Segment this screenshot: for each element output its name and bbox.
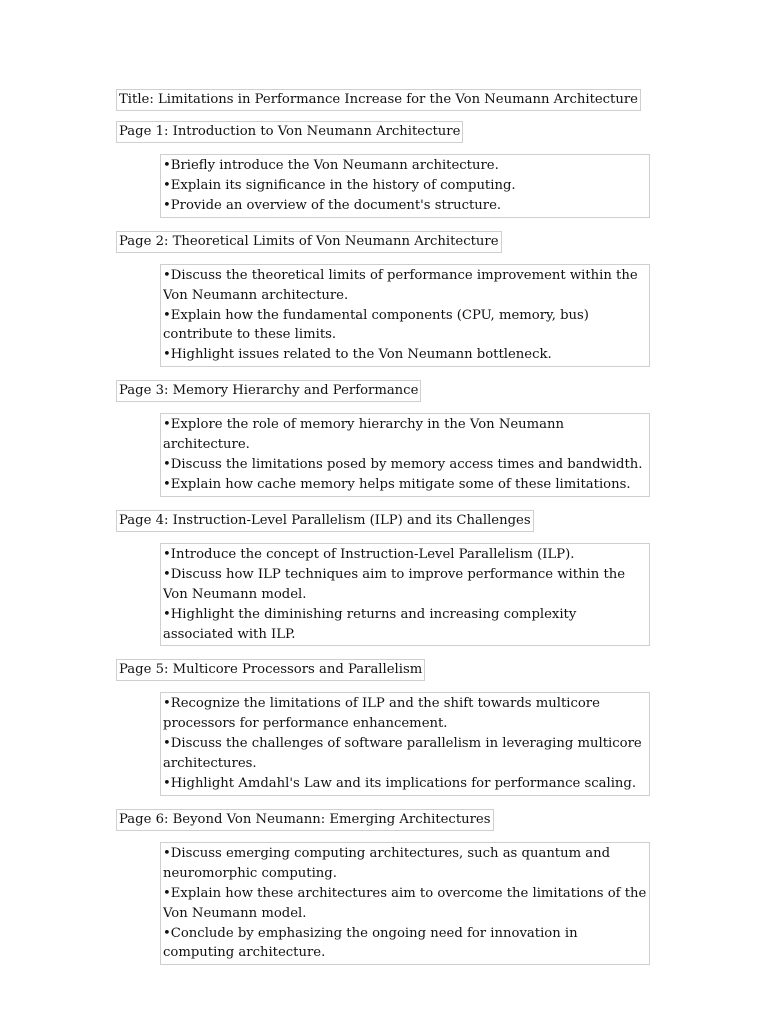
bullet-icon: • xyxy=(163,347,171,363)
list-item-text: Explain how cache memory helps mitigate some of these limitations. xyxy=(170,476,631,492)
list-item-text: Explain how these architectures aim to overcome the limitations of the Von Neumann model. xyxy=(163,885,647,921)
list-item xyxy=(163,924,647,964)
bullet-icon: • xyxy=(163,307,171,323)
document-body xyxy=(116,88,656,977)
list-item-text: Discuss how ILP techniques aim to improve performance within the Von Neumann model. xyxy=(163,566,626,602)
list-item xyxy=(163,605,647,645)
list-item xyxy=(163,176,647,196)
bullet-list xyxy=(160,154,650,218)
list-item-text: Recognize the limitations of ILP and the shift towards multicore processors for performance enhancement. xyxy=(163,696,600,732)
list-item-text: Explore the role of memory hierarchy in the Von Neumann architecture. xyxy=(163,417,565,453)
bullet-icon: • xyxy=(163,546,171,562)
bullet-icon: • xyxy=(163,845,171,861)
section-5 xyxy=(116,658,656,796)
list-item-text: Explain its significance in the history of computing. xyxy=(170,177,516,193)
bullet-icon: • xyxy=(163,476,171,492)
bullet-icon: • xyxy=(163,606,171,622)
bullet-icon: • xyxy=(163,736,171,752)
bullet-icon: • xyxy=(163,197,171,213)
bullet-icon: • xyxy=(163,696,171,712)
section-heading: Page 2: Theoretical Limits of Von Neumann Architecture xyxy=(116,231,502,253)
section-1 xyxy=(116,120,656,218)
list-item-text: Discuss emerging computing architectures, such as quantum and neuromorphic computing. xyxy=(163,845,611,881)
bullet-icon: • xyxy=(163,885,171,901)
list-item xyxy=(163,475,647,495)
list-item xyxy=(163,565,647,605)
list-item xyxy=(163,266,647,306)
list-item xyxy=(163,734,647,774)
bullet-list xyxy=(160,413,650,497)
bullet-icon: • xyxy=(163,925,171,941)
bullet-list xyxy=(160,264,650,368)
section-4 xyxy=(116,509,656,647)
list-item xyxy=(163,196,647,216)
section-heading: Page 5: Multicore Processors and Parallelism xyxy=(116,659,425,681)
document-title: Title: Limitations in Performance Increase for the Von Neumann Architecture xyxy=(116,89,641,111)
list-item-text: Discuss the theoretical limits of performance improvement within the Von Neumann architecture. xyxy=(163,267,638,303)
bullet-icon: • xyxy=(163,417,171,433)
list-item-text: Provide an overview of the document's structure. xyxy=(170,197,502,213)
list-item-text: Conclude by emphasizing the ongoing need for innovation in computing architecture. xyxy=(163,925,578,961)
bullet-list xyxy=(160,692,650,796)
list-item-text: Explain how the fundamental components (CPU, memory, bus) contribute to these limits. xyxy=(163,307,589,343)
section-heading: Page 1: Introduction to Von Neumann Architecture xyxy=(116,121,463,143)
list-item xyxy=(163,415,647,455)
bullet-icon: • xyxy=(163,158,171,173)
list-item xyxy=(163,884,647,924)
list-item-text: Discuss the limitations posed by memory access times and bandwidth. xyxy=(170,457,643,473)
bullet-icon: • xyxy=(163,776,171,792)
list-item-text: Highlight the diminishing returns and increasing complexity associated with ILP. xyxy=(163,606,577,642)
list-item xyxy=(163,694,647,734)
section-6 xyxy=(116,808,656,965)
bullet-list xyxy=(160,543,650,647)
section-heading: Page 3: Memory Hierarchy and Performance xyxy=(116,380,421,402)
list-item xyxy=(163,774,647,794)
list-item-text: Briefly introduce the Von Neumann architecture. xyxy=(170,158,499,173)
list-item-text: Discuss the challenges of software parallelism in leveraging multicore architectures. xyxy=(163,736,642,772)
section-2 xyxy=(116,230,656,368)
section-heading: Page 6: Beyond Von Neumann: Emerging Architectures xyxy=(116,809,494,831)
bullet-icon: • xyxy=(163,457,171,473)
bullet-icon: • xyxy=(163,177,171,193)
bullet-icon: • xyxy=(163,566,171,582)
list-item xyxy=(163,545,647,565)
list-item xyxy=(163,306,647,346)
list-item-text: Introduce the concept of Instruction-Level Parallelism (ILP). xyxy=(170,546,575,562)
list-item-text: Highlight issues related to the Von Neumann bottleneck. xyxy=(170,347,552,363)
list-item xyxy=(163,455,647,475)
list-item-text: Highlight Amdahl's Law and its implications for performance scaling. xyxy=(170,776,637,792)
list-item xyxy=(163,345,647,365)
bullet-icon: • xyxy=(163,267,171,283)
list-item xyxy=(163,844,647,884)
section-3 xyxy=(116,379,656,497)
list-item xyxy=(163,156,647,176)
section-heading: Page 4: Instruction-Level Parallelism (ILP) and its Challenges xyxy=(116,510,534,532)
bullet-list xyxy=(160,842,650,965)
